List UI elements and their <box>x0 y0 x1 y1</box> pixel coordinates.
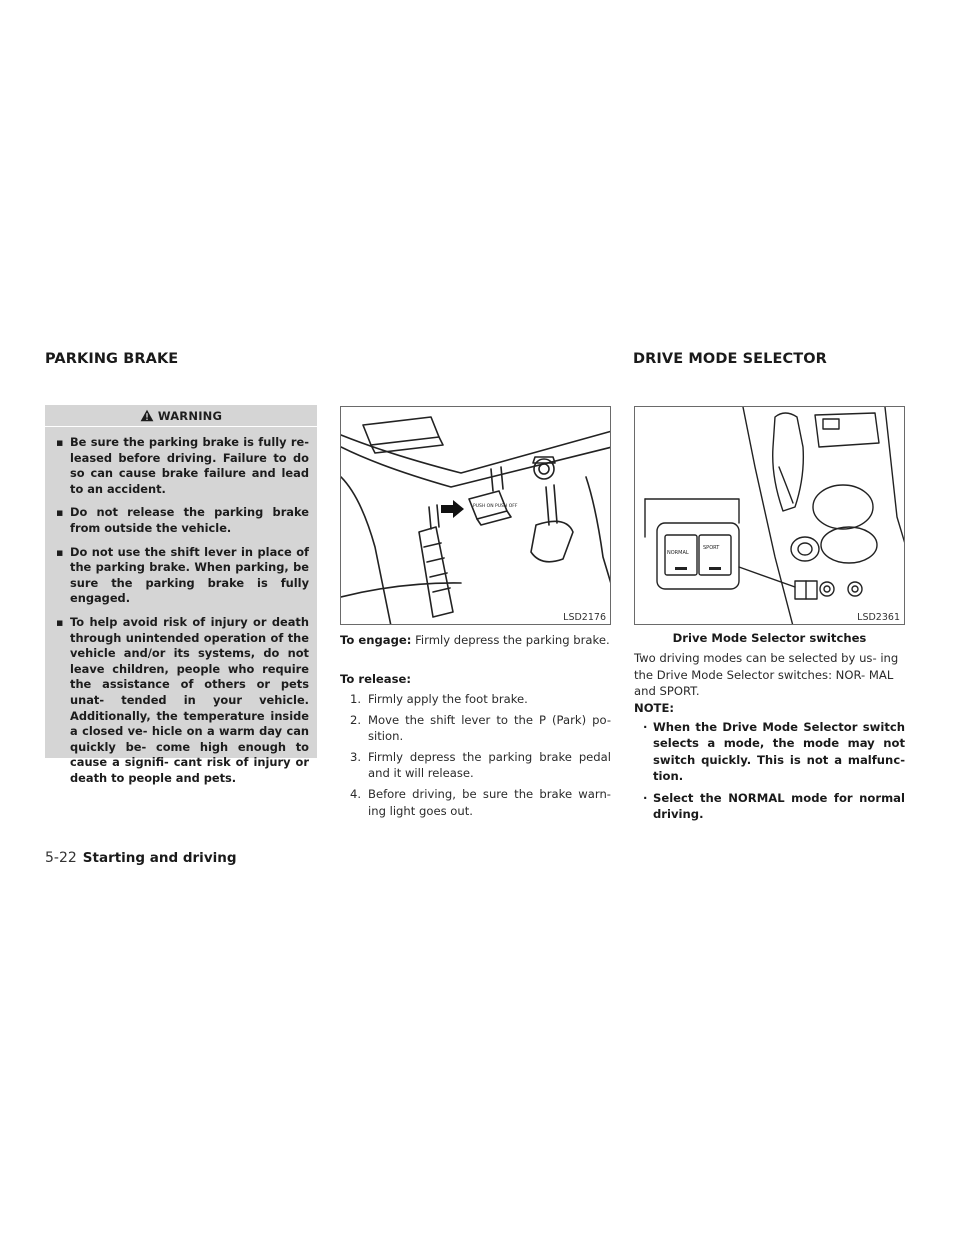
engage-text: Firmly depress the parking brake. <box>415 633 610 647</box>
step-number: 4. <box>350 786 362 801</box>
figure-code: LSD2176 <box>563 612 606 623</box>
drive-mode-switch-illustration <box>635 407 905 625</box>
section-title-parking-brake: PARKING BRAKE <box>45 351 179 367</box>
step-text: Move the shift lever to the P (Park) po- sition. <box>368 712 611 744</box>
parking-brake-pedal-illustration <box>341 407 611 625</box>
step-text: Before driving, be sure the brake warn- ing light goes out. <box>368 786 611 818</box>
step-number: 1. <box>350 692 362 706</box>
release-heading: To release: <box>340 672 412 686</box>
note-item: · When the Drive Mode Selector switch selects a mode, the mode may not switch quickly. This is not a malfunc- tion. <box>634 719 905 785</box>
drive-mode-intro: Two driving modes can be selected by us- ing the Drive Mode Selector switches: NOR- MAL and SPORT. <box>634 651 899 699</box>
warning-triangle-icon <box>140 409 154 422</box>
warning-item: ▪ Do not use the shift lever in place of the parking brake. When parking, be sure the parking brake is fully engaged. <box>54 545 309 607</box>
page-number: 5-22 <box>45 850 77 866</box>
figure-caption: Drive Mode Selector switches <box>672 631 867 645</box>
warning-item: ▪ Be sure the parking brake is fully re- leased before driving. Failure to do so can cause brake failure and lead to an accident. <box>54 435 309 497</box>
release-step <box>340 712 611 745</box>
note-list <box>634 719 905 827</box>
release-step <box>340 691 611 708</box>
warning-header <box>45 405 317 427</box>
warning-item: ▪ Do not release the parking brake from outside the vehicle. <box>54 505 309 536</box>
step-number: 3. <box>350 749 362 764</box>
drive-mode-figure <box>634 406 905 625</box>
release-step <box>340 786 611 819</box>
step-text: Firmly depress the parking brake pedal and it will release. <box>368 749 611 781</box>
step-number: 2. <box>350 712 362 727</box>
figure-code: LSD2361 <box>857 612 900 623</box>
step-text: Firmly apply the foot brake. <box>368 692 528 706</box>
engage-paragraph <box>340 632 611 649</box>
chapter-name: Starting and driving <box>82 850 237 866</box>
normal-switch-label: NORMAL <box>667 550 689 556</box>
warning-item: ▪ To help avoid risk of injury or death through unintended operation of the vehicle and/or its systems, do not leave children, people who require the assistance of others or pets unat- tended in your vehicle. Additionally, the temperature inside a closed ve- hicle on a warm day can quickly be- come high enough to cause a signifi- cant risk of injury or death to people and pets. <box>54 615 309 787</box>
warning-box <box>45 405 317 785</box>
note-item: · Select the NORMAL mode for normal driving. <box>634 790 905 823</box>
pedal-label-text: PUSH ON PUSH OFF <box>473 504 518 509</box>
release-steps <box>340 691 611 823</box>
page-footer <box>45 850 237 866</box>
section-title-drive-mode-selector: DRIVE MODE SELECTOR <box>633 351 827 367</box>
warning-label: WARNING <box>157 408 223 423</box>
note-heading: NOTE: <box>634 701 675 715</box>
release-step <box>340 749 611 782</box>
parking-brake-figure <box>340 406 611 625</box>
warning-list <box>54 435 309 786</box>
engage-lead: To engage: <box>340 633 412 647</box>
sport-switch-label: SPORT <box>703 545 720 551</box>
